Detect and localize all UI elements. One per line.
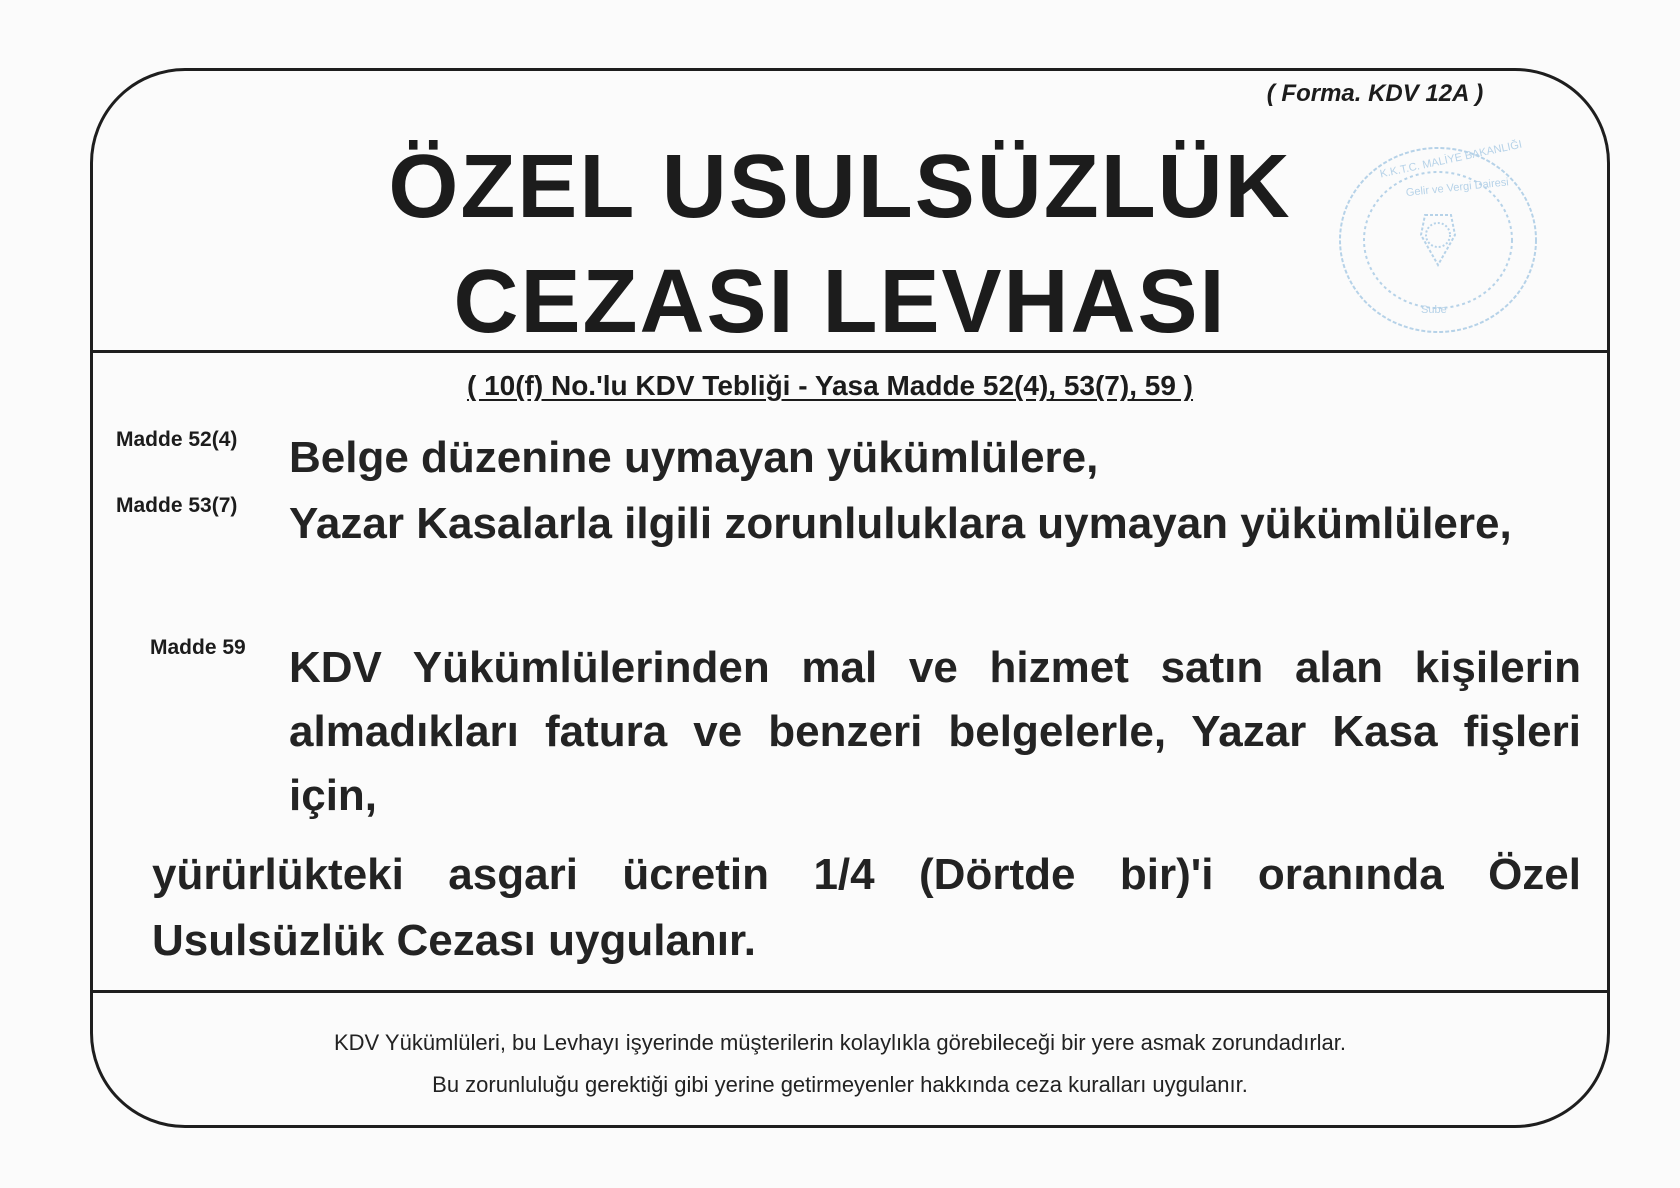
article-text-59: KDV Yükümlülerinden mal ve hizmet satın alan kişilerin almadıkları fatura ve benzeri belgelerle, Yazar Kasa fişleri için, <box>289 643 1581 820</box>
article-label-59: Madde 59 <box>150 636 246 659</box>
svg-text:K.K.T.C. MALİYE BAKANLIĞI: K.K.T.C. MALİYE BAKANLIĞI <box>1378 138 1524 181</box>
title-line-2: CEZASI LEVHASI <box>453 252 1227 352</box>
article-text-52-4: Belge düzenine uymayan yükümlülere, <box>289 433 1099 482</box>
form-code: ( Forma. KDV 12A ) <box>1266 80 1484 107</box>
svg-text:Sube: Sube <box>1421 304 1447 316</box>
footer-note-line-1: KDV Yükümlüleri, bu Levhayı işyerinde müşterilerin kolaylıkla görebileceği bir yere asmak zorundadırlar. <box>333 1030 1347 1055</box>
article-text-53-7: Yazar Kasalarla ilgili zorunluluklara uymayan yükümlülere, <box>289 499 1512 548</box>
legal-reference: ( 10(f) No.'lu KDV Tebliği - Yasa Madde 52(4), 53(7), 59 ) <box>466 370 1194 401</box>
penalty-conclusion: yürürlükteki asgari ücretin 1/4 (Dörtde bir)'i oranında Özel Usulsüzlük Cezası uygulanır. <box>152 850 1581 965</box>
article-label-53-7: Madde 53(7) <box>116 494 238 517</box>
footer-divider <box>90 990 1610 993</box>
footer-note-line-2: Bu zorunluluğu gerektiği gibi yerine getirmeyenler hakkında ceza kuralları uygulanır. <box>432 1072 1248 1097</box>
article-label-52-4: Madde 52(4) <box>116 428 238 451</box>
title-line-1: ÖZEL USULSÜZLÜK <box>388 137 1292 237</box>
official-stamp-seal <box>1333 135 1543 345</box>
svg-text:Gelir ve Vergi Dairesi: Gelir ve Vergi Dairesi <box>1405 176 1510 200</box>
